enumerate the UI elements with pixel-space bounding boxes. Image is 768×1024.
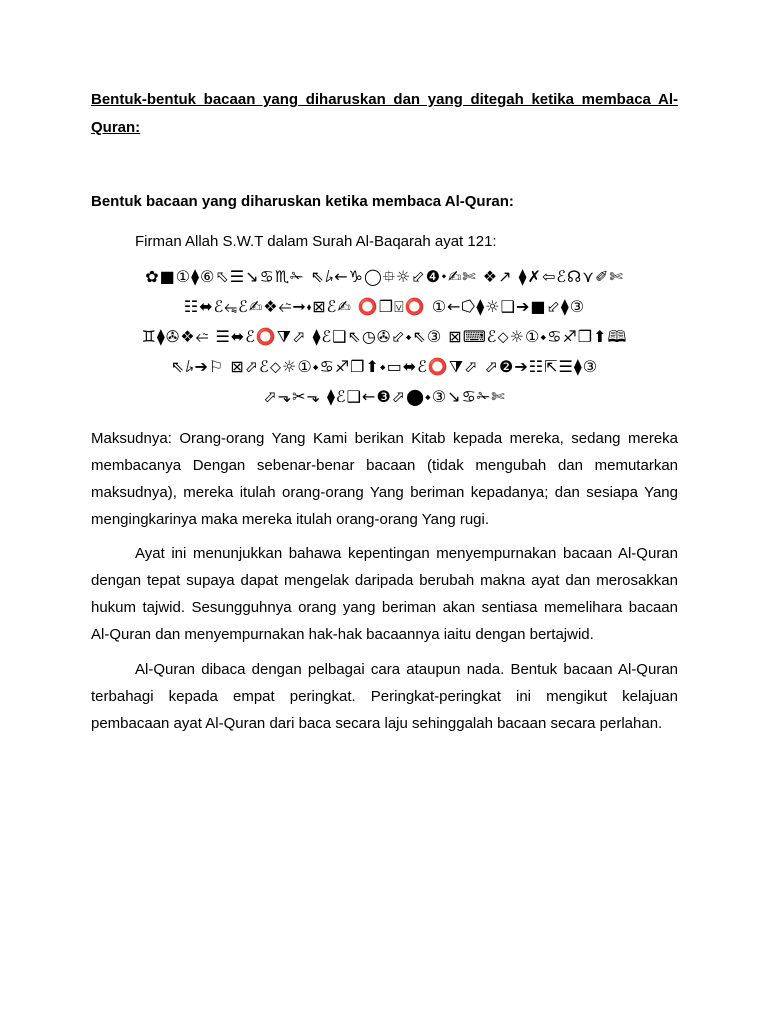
reading-levels-paragraph: Al-Quran dibaca dengan pelbagai cara ataupun nada. Bentuk bacaan Al-Quran terbahagi kepada empat peringkat. Peringkat-peringkat ini mengikut kelajuan pembacaan ayat Al-Quran dari baca secara laju sehinggalah bacaan secara perlahan. xyxy=(91,661,678,732)
verse-line-5: ⬀⬎✂⬎ ⧫ℰ❑←❸⬀⬤⬩③↘♋✁✄ xyxy=(263,387,506,406)
explanation-paragraph: Ayat ini menunjukkan bahawa kepentingan menyempurnakan bacaan Al-Quran dengan tepat supaya dapat mengelak daripada berubah makna ayat dan merosakkan hukum tajwid. Sesungguhnya orang yang beriman akan sentiasa memelihara bacaan Al-Quran dan menyempurnakan hak-hak bacaannya iaitu dengan bertajwid. xyxy=(91,545,678,643)
quran-verse xyxy=(91,262,678,412)
translation-paragraph: Maksudnya: Orang-orang Yang Kami berikan Kitab kepada mereka, sedang mereka membacanya Dengan sebenar-benar bacaan (tidak mengubah dan memutarkan maksudnya), mereka itulah orang-orang Yang beriman kepadanya; dan sesiapa Yang mengingkarinya maka mereka itulah orang-orang Yang rugi. xyxy=(91,430,678,528)
intro-line: Firman Allah S.W.T dalam Surah Al-Baqarah ayat 121: xyxy=(135,233,497,250)
sub-heading: Bentuk bacaan yang diharuskan ketika membaca Al-Quran: xyxy=(91,193,514,210)
verse-line-1: ✿■①⧫⑥⬁☰↘♋♏✁ ⇖⭞←♑◯⯐☼⬃❹⬩✍✄ ❖↗ ⧫✗⇦ℰ☊⋎✐✄ xyxy=(145,267,624,286)
verse-line-3: ♊⧫✇❖⭉ ☰⬌ℰ⭕⧩⬀ ⧫ℰ❑⇖◷✇⬃⬩⇖③ ⊠⌨ℰ⬦☼①⬩♋♐❐⬆🕮 xyxy=(141,327,628,346)
verse-line-2: ☷⬌ℰ⭊ℰ✍❖⭉➞⬪⊠ℰ✍ ⭕❐⍌⭕ ①←⭔⧫☼❑➔■⬃⧫③ xyxy=(183,297,586,316)
verse-line-4: ⇖⭞➔⚐ ⊠⬀ℰ⬦☼①⬩♋♐❐⬆⬩▭⬌ℰ⭕⧩⬀ ⬀❷➔☷⇱☰⧫③ xyxy=(170,357,599,376)
main-heading: Bentuk-bentuk bacaan yang diharuskan dan yang ditegah ketika membaca Al-Quran: xyxy=(91,91,678,136)
